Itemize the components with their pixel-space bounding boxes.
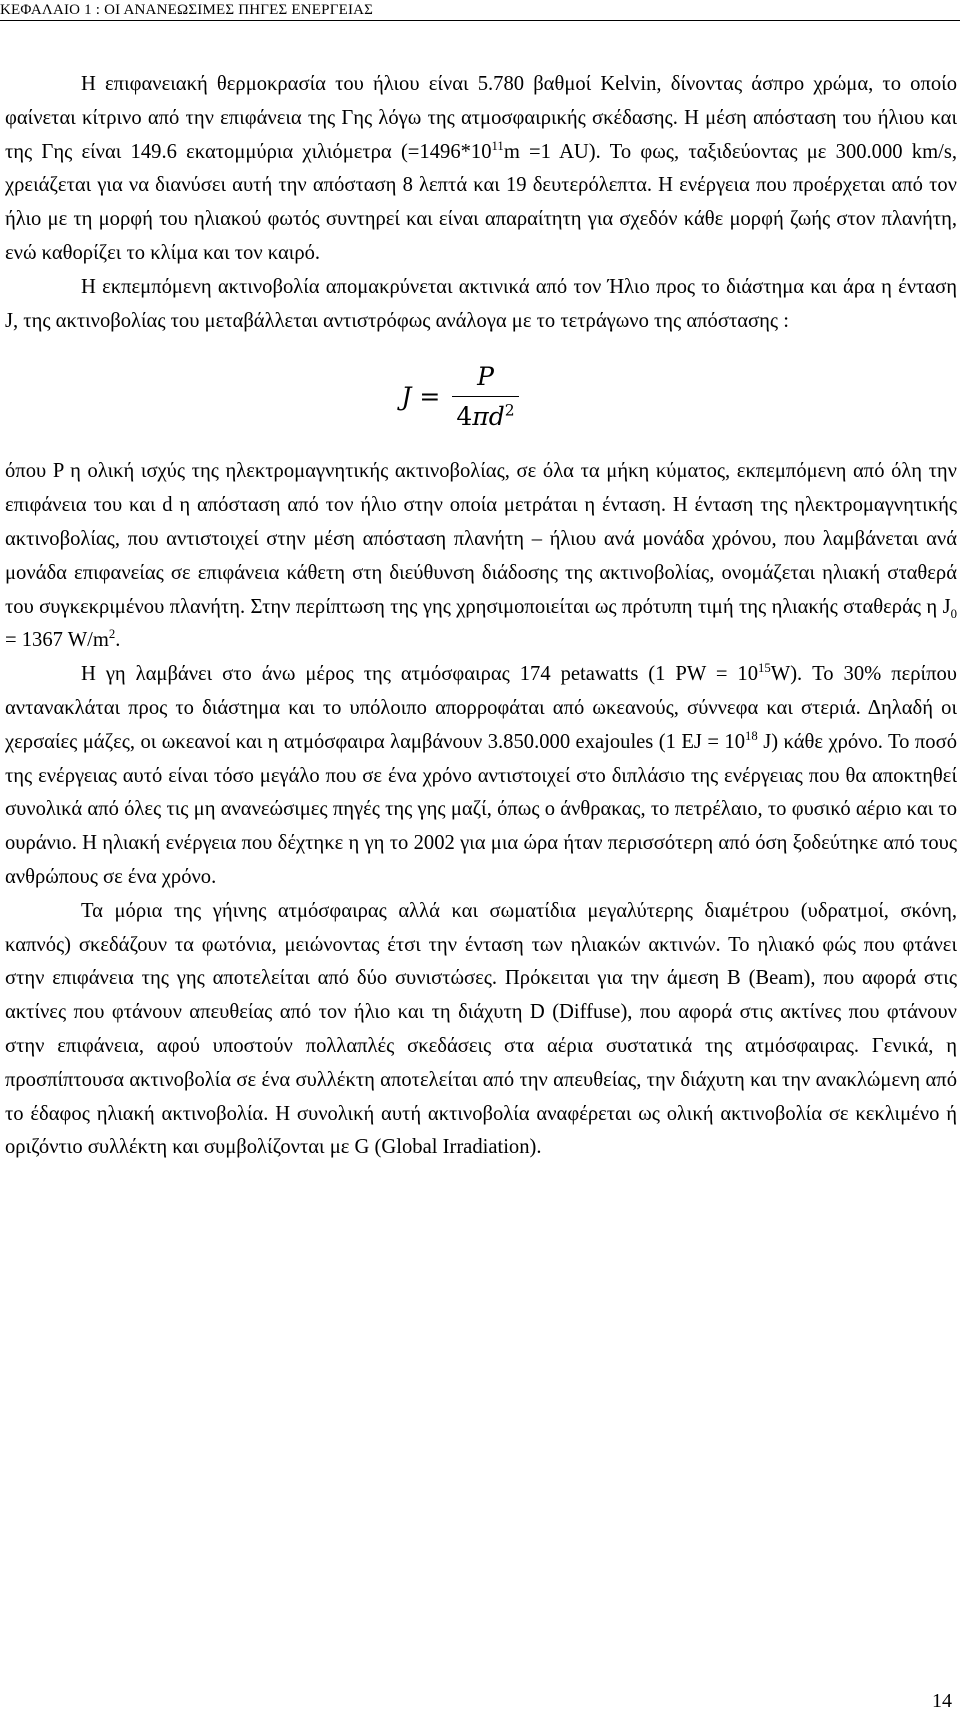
paragraph-4-text-a: Η γη λαμβάνει στο άνω μέρος της ατμόσφαιρας 174 petawatts (1 PW = 10: [81, 663, 758, 686]
running-header: [0, 0, 960, 22]
paragraph-1-text-a: Η επιφανειακή θερμοκρασία του ήλιου είναι 5.780 βαθμοί Kelvin, δίνοντας άσπρο χρώμα, το οποίο φαίνεται κίτρινο από την επιφάνεια της Γης λόγω της ατμοσφαιρικής σκέδασης. Η μέση απόσταση του ήλιου και της Γης είναι 149.6 εκατομμύρια χιλιόμετρα (=1496*10: [5, 73, 957, 163]
equation-denominator-coefficient: 4: [456, 402, 473, 432]
paragraph-5: Τα μόρια της γήινης ατμόσφαιρας αλλά και σωματίδια μεγαλύτερης διαμέτρου (υδρατμοί, σκόνη, καπνός) σκεδάζουν τα φωτόνια, μειώνοντας έτσι την ένταση των ηλιακών ακτινών. Το ηλιακό φώς που φτάνει στην επιφάνεια της γης αποτελείται από δύο συνιστώσες. Πρόκειται για την άμεση B (Beam), που αφορά στις ακτίνες που φτάνουν απευθείας από τον ήλιο και τη διάχυτη D (Diffuse), που αφορά στις ακτίνες που φτάνουν στην επιφάνεια, αφού υποστούν πολλαπλές σκεδάσεις στα αέρια συστατικά της ατμόσφαιρας. Γενικά, η προσπίπτουσα ακτινοβολία σε ένα συλλέκτη αποτελείται από την απευθείας, την διάχυτη και την ανακλώμενη από το έδαφος ηλιακή ακτινοβολία. Η συνολική αυτή ακτινοβολία αναφέρεται ως ολική ακτινοβολία σε κεκλιμένο ή οριζόντιο συλλέκτη και συμβολίζονται με G (Global Irradiation).: [5, 899, 957, 1159]
header-divider: [0, 20, 960, 21]
equation-fraction: [452, 360, 518, 435]
chapter-title: ΚΕΦΑΛΑΙΟ 1 : ΟΙ ΑΝΑΝΕΩΣΙΜΕΣ ΠΗΓΕΣ ΕΝΕΡΓΕΙΑΣ: [0, 2, 374, 18]
intensity-equation: [5, 338, 957, 455]
paragraph-4: [5, 658, 957, 895]
paragraph-4-text-c: J) κάθε χρόνο. Το ποσό της ενέργειας αυτό είναι τόσο μεγάλο που σε ένα χρόνο αντιστοιχεί στο διπλάσιο της ενέργειας που θα αποκτηθεί συνολικά από όλες τις μη ανανεώσιμες πηγές της γης μαζί, όπως ο άνθρακας, το πετρέλαιο, το φυσικό αέριο και το ουράνιο. Η ηλιακή ενέργεια που δέχτηκε η γη το 2002 για μια ώρα ήταν περισσότερη από όση ξοδεύτηκε από τους ανθρώπους σε ένα χρόνο.: [5, 730, 957, 888]
paragraph-1-text-b: m =1 AU). Το φως, ταξιδεύοντας με 300.000 km/s, χρειάζεται για να διανύσει αυτή την απόσταση 8 λεπτά και 19 δευτερόλεπτα. Η ενέργεια που προέρχεται από τον ήλιο με τη μορφή του ηλιακού φωτός συντηρεί και είναι απαραίτητη για σχεδόν κάθε μορφή ζωής στον πλανήτη, ενώ καθορίζει το κλίμα και τον καιρό.: [5, 140, 958, 264]
paragraph-4-exponent-1: 15: [758, 661, 771, 676]
paragraph-3-text-a: όπου P η ολική ισχύς της ηλεκτρομαγνητικής ακτινοβολίας, σε όλα τα μήκη κύματος, εκπεμπόμενη από όλη την επιφάνεια του και d η απόσταση από τον ήλιο στην οποία μετράται η ένταση. Η ένταση της ηλεκτρομαγνητικής ακτινοβολίας, που αντιστοιχεί στην μέση απόσταση πλανήτη – ήλιου ανά μονάδα χρόνου, που λαμβάνεται ανά μονάδα επιφανείας σε επιφάνεια κάθετη στη διεύθυνση διάδοσης της ακτινοβολίας, ονομάζεται ηλιακή σταθερά του συγκεκριμένου πλανήτη. Στην περίπτωση της γης χρησιμοποιείται ως πρότυπη τιμή της ηλιακής σταθεράς η J: [5, 460, 957, 618]
equation-equals-sign: =: [419, 381, 441, 411]
equation-exponent: 2: [504, 402, 515, 421]
equation-distance: d: [488, 402, 505, 432]
paragraph-1: [5, 68, 957, 271]
equation-numerator: P: [477, 361, 494, 391]
paragraph-3-text-b: = 1367 W/m: [5, 629, 109, 652]
paragraph-3: [5, 455, 957, 658]
paragraph-3-text-c: .: [115, 629, 121, 652]
paragraph-3-exponent: 2: [108, 627, 116, 642]
paragraph-2: Η εκπεμπόμενη ακτινοβολία απομακρύνεται ακτινικά από τον Ήλιο προς το διάστημα και άρα η ένταση J, της ακτινοβολίας του μεταβάλλεται αντιστρόφως ανάλογα με το τετράγωνο της απόστασης :: [5, 275, 957, 332]
paragraph-4-text-b: W). Το 30% περίπου αντανακλάται προς το διάστημα και το υπόλοιπο απορροφάται από ωκεανούς, σύννεφα και στεριά. Δηλαδή οι χερσαίες μάζες, οι ωκεανοί και η ατμόσφαιρα λαμβάνουν 3.850.000 exajoules (1 EJ = 10: [5, 663, 957, 753]
page-number: 14: [932, 1690, 952, 1712]
paragraph-4-exponent-2: 18: [745, 728, 758, 743]
paragraph-3-subscript: 0: [950, 606, 957, 621]
equation-lhs: J: [401, 381, 412, 411]
equation-denominator: [452, 396, 518, 434]
equation-pi: π: [472, 402, 489, 432]
paragraph-1-exponent: 11: [491, 138, 504, 153]
page-body: [5, 68, 957, 1165]
